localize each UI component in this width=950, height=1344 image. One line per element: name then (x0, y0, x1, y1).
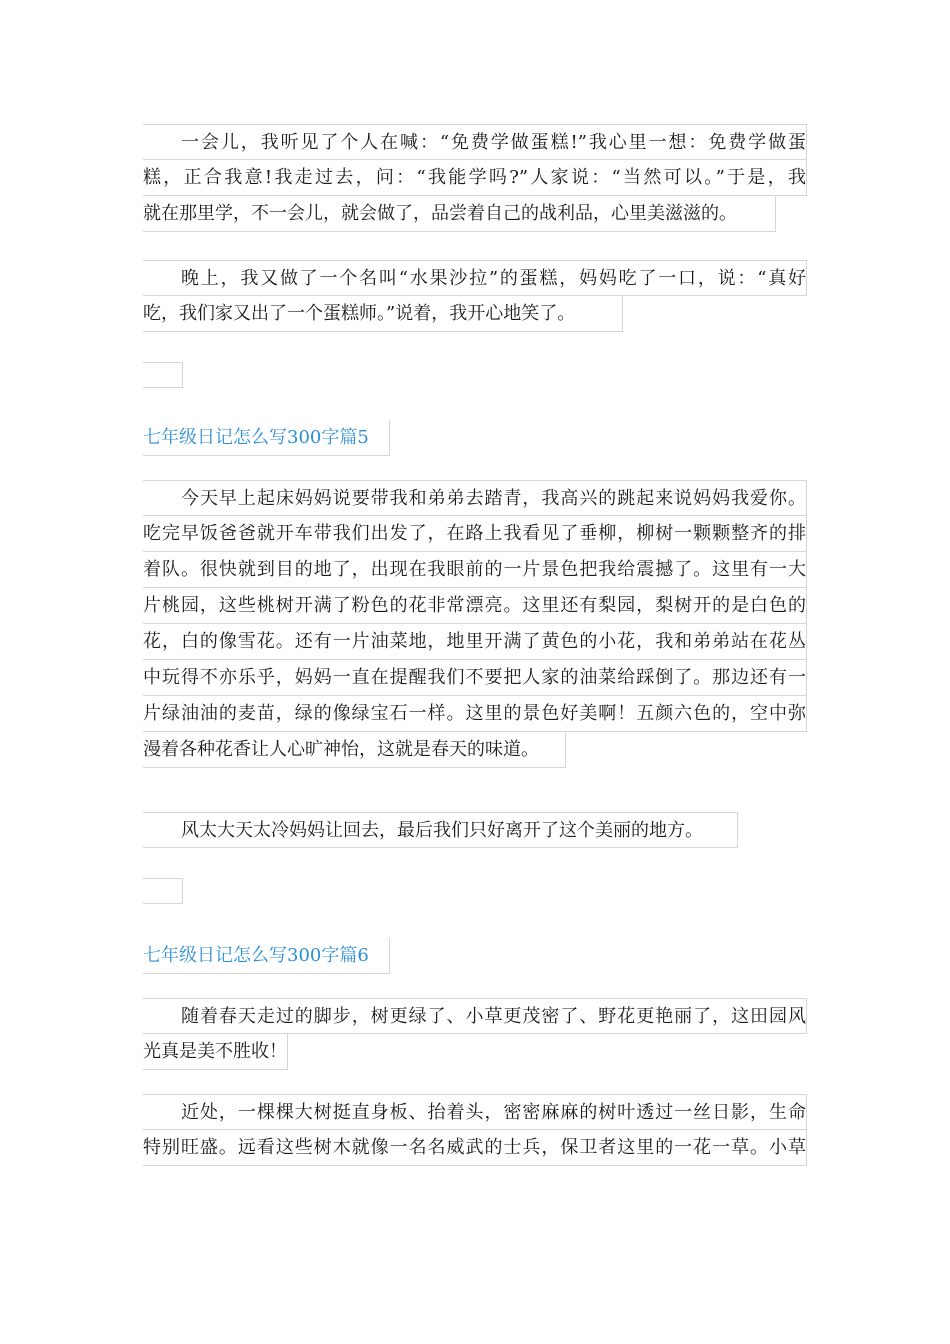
paragraph-3-line-7: 片绿油油的麦苗，绿的像绿宝石一样。这里的景色好美啊！五颜六色的，空中弥 (143, 696, 807, 732)
paragraph-3-line-8: 漫着各种花香让人心旷神怡，这就是春天的味道。 (143, 732, 566, 768)
paragraph-4-line-1: 风太大天太冷妈妈让回去，最后我们只好离开了这个美丽的地方。 (143, 812, 738, 848)
paragraph-2-line-1: 晚上，我又做了一个名叫“水果沙拉”的蛋糕，妈妈吃了一口，说：“真好 (143, 260, 807, 296)
paragraph-3-line-4: 片桃园，这些桃树开满了粉色的花非常漂亮。这里还有梨园，梨树开的是白色的 (143, 588, 807, 624)
paragraph-3-line-2: 吃完早饭爸爸就开车带我们出发了，在路上我看见了垂柳，柳树一颗颗整齐的排 (143, 516, 807, 552)
empty-line (143, 362, 183, 388)
empty-line (143, 878, 183, 904)
paragraph-6-line-2: 特别旺盛。远看这些树木就像一名名威武的士兵，保卫者这里的一花一草。小草 (143, 1130, 807, 1166)
paragraph-3-line-3: 着队。很快就到目的地了，出现在我眼前的一片景色把我给震撼了。这里有一大 (143, 552, 807, 588)
paragraph-5-line-2: 光真是美不胜收！ (143, 1034, 288, 1070)
paragraph-3-line-5: 花，白的像雪花。还有一片油菜地，地里开满了黄色的小花，我和弟弟站在花丛 (143, 624, 807, 660)
paragraph-5-line-1: 随着春天走过的脚步，树更绿了、小草更茂密了、野花更艳丽了，这田园风 (143, 998, 807, 1034)
paragraph-3-line-1: 今天早上起床妈妈说要带我和弟弟去踏青，我高兴的跳起来说妈妈我爱你。 (143, 480, 807, 516)
paragraph-1-line-3: 就在那里学，不一会儿，就会做了，品尝着自己的战利品，心里美滋滋的。 (143, 196, 776, 232)
paragraph-1-line-1: 一会儿，我听见了个人在喊：“免费学做蛋糕!”我心里一想：免费学做蛋 (143, 124, 807, 160)
section-heading-5: 七年级日记怎么写300字篇5 (143, 420, 390, 456)
paragraph-1-line-2: 糕，正合我意!我走过去，问：“我能学吗?”人家说：“当然可以。”于是，我 (143, 160, 807, 196)
paragraph-6-line-1: 近处，一棵棵大树挺直身板、抬着头，密密麻麻的树叶透过一丝日影，生命 (143, 1094, 807, 1130)
paragraph-2-line-2: 吃，我们家又出了一个蛋糕师。”说着，我开心地笑了。 (143, 296, 623, 332)
paragraph-3-line-6: 中玩得不亦乐乎，妈妈一直在提醒我们不要把人家的油菜给踩倒了。那边还有一 (143, 660, 807, 696)
section-heading-6: 七年级日记怎么写300字篇6 (143, 938, 390, 974)
